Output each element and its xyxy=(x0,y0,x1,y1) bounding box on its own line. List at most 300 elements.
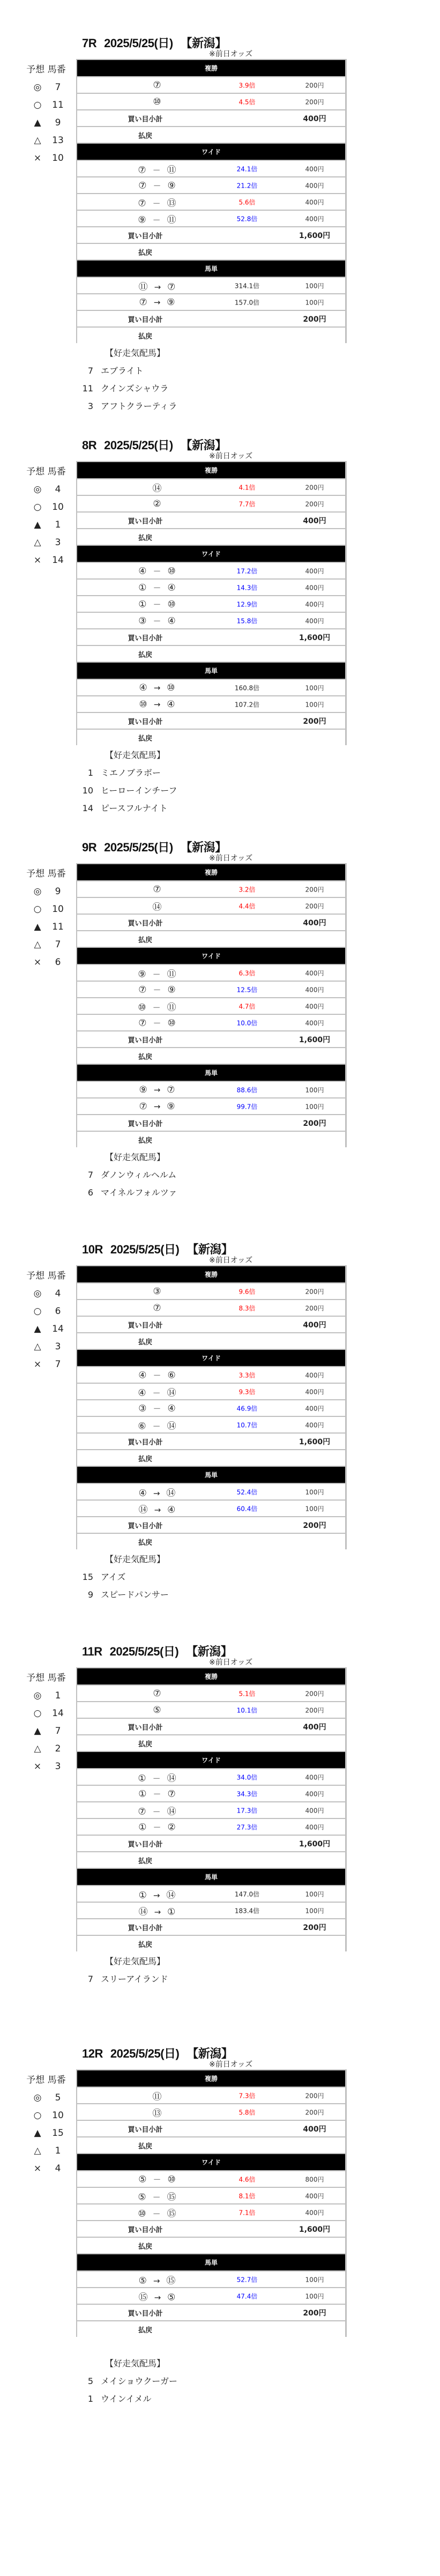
bet-type-header xyxy=(77,546,345,562)
circled-horse-number: ⑦ xyxy=(138,984,147,995)
promising-horse-number: 14 xyxy=(82,803,93,813)
subtotal-amount: 400円 xyxy=(303,1320,326,1330)
subtotal-label: 買い目小計 xyxy=(128,316,163,324)
promising-horses-header: 【好走気配馬】 xyxy=(105,348,166,358)
bet-amount: 400円 xyxy=(305,1003,324,1010)
promising-horse-number: 5 xyxy=(87,2376,93,2386)
circled-horse-number: ⑩ xyxy=(167,2174,176,2185)
prediction-header: 予想 馬番 xyxy=(26,2075,66,2085)
bet-table xyxy=(76,1265,347,1549)
bet-type-header xyxy=(77,1467,345,1483)
bet-combination xyxy=(138,598,176,610)
race-date: 2025/5/25(日) xyxy=(110,1243,180,1256)
bet-odds: 7.7倍 xyxy=(238,500,256,508)
race-body xyxy=(0,461,440,745)
subtotal-row xyxy=(77,110,345,126)
bet-combination xyxy=(153,80,161,91)
payout-row xyxy=(77,730,345,745)
bet-odds: 4.6倍 xyxy=(238,2176,256,2183)
prediction-mark: ○ xyxy=(33,1306,42,1317)
combination-separator: － xyxy=(153,181,161,190)
subtotal-label: 買い目小計 xyxy=(128,2226,163,2234)
circled-horse-number: ⑦ xyxy=(153,1302,161,1313)
bet-amount: 400円 xyxy=(305,2209,324,2216)
race-venue: 【新潟】 xyxy=(187,2047,233,2060)
bet-row xyxy=(77,294,345,310)
bet-type-label: 複勝 xyxy=(204,2075,218,2083)
prediction-row xyxy=(21,2107,71,2125)
promising-horses xyxy=(80,1148,440,1219)
bet-combination xyxy=(138,1803,176,1817)
bet-combination xyxy=(138,582,176,593)
subtotal-row xyxy=(77,311,345,326)
subtotal-label: 買い目小計 xyxy=(128,517,163,525)
prediction-row xyxy=(21,2089,71,2107)
combination-separator: － xyxy=(153,1404,161,1413)
promising-horse-name: スリーアイランド xyxy=(101,1974,168,1984)
race-number: 7R xyxy=(82,36,97,50)
circled-horse-number: ⑪ xyxy=(167,1002,176,1013)
prediction-list xyxy=(21,1667,71,1776)
circled-horse-number: ③ xyxy=(138,615,147,626)
bet-amount: 400円 xyxy=(305,215,324,222)
prediction-horse-number: 7 xyxy=(55,1359,61,1370)
subtotal-row xyxy=(77,1434,345,1449)
circled-horse-number: ⑦ xyxy=(139,296,147,308)
subtotal-row xyxy=(77,1115,345,1131)
bet-type-header xyxy=(77,261,345,277)
circled-horse-number: ④ xyxy=(167,1504,176,1515)
subtotal-row xyxy=(77,513,345,528)
bet-row xyxy=(77,1903,345,1918)
bet-table xyxy=(76,2069,347,2337)
payout-label: 払戻 xyxy=(138,2243,153,2251)
circled-horse-number: ⑤ xyxy=(138,2275,147,2286)
circled-horse-number: ⑨ xyxy=(139,1084,147,1095)
bet-type-header xyxy=(77,948,345,964)
bet-odds: 8.3倍 xyxy=(238,1304,256,1312)
bet-amount: 100円 xyxy=(305,1907,324,1914)
promising-horse xyxy=(80,1586,440,1603)
payout-row xyxy=(77,1936,345,1951)
bet-type-header xyxy=(77,144,345,160)
bet-combination xyxy=(138,999,176,1013)
bet-odds: 15.8倍 xyxy=(236,617,258,625)
subtotal-label: 買い目小計 xyxy=(128,232,163,240)
bet-type-header xyxy=(77,663,345,679)
prediction-horse-number: 1 xyxy=(55,519,61,530)
circled-horse-number: ⑩ xyxy=(138,2208,146,2219)
race-venue: 【新潟】 xyxy=(186,1645,233,1658)
prediction-horse-number: 7 xyxy=(55,1726,61,1736)
prediction-horse-number: 4 xyxy=(55,2163,61,2174)
prediction-row xyxy=(21,1285,71,1303)
payout-label: 払戻 xyxy=(138,734,153,743)
prediction-mark: ◎ xyxy=(33,1690,42,1701)
subtotal-row xyxy=(77,1317,345,1332)
bet-row xyxy=(77,496,345,511)
circled-horse-number: ① xyxy=(138,1788,147,1799)
bet-odds: 7.3倍 xyxy=(238,2092,256,2099)
bet-row xyxy=(77,1015,345,1030)
subtotal-amount: 1,600円 xyxy=(299,1839,331,1849)
circled-horse-number: ⑭ xyxy=(167,1773,176,1784)
bet-odds: 14.3倍 xyxy=(236,584,258,591)
race-date: 2025/5/25(日) xyxy=(104,841,173,854)
circled-horse-number: ⑦ xyxy=(167,1788,176,1799)
combination-separator: － xyxy=(152,2209,161,2218)
promising-horses-header: 【好走気配馬】 xyxy=(105,1152,166,1162)
bet-amount: 100円 xyxy=(305,1505,324,1512)
bet-odds: 10.0倍 xyxy=(236,1019,258,1027)
combination-separator: → xyxy=(154,1505,161,1515)
circled-horse-number: ⑦ xyxy=(138,1018,147,1028)
bet-amount: 400円 xyxy=(305,182,324,189)
bet-combination xyxy=(138,1402,176,1414)
bet-odds: 12.9倍 xyxy=(236,600,258,608)
bet-combination xyxy=(138,1017,176,1028)
promising-horse-name: ウインイメル xyxy=(101,2394,152,2404)
circled-horse-number: ⑦ xyxy=(167,1084,175,1095)
race-date: 2025/5/25(日) xyxy=(104,439,173,452)
prediction-row xyxy=(21,918,71,936)
odds-note: ※前日オッズ xyxy=(209,854,253,863)
circled-horse-number: ② xyxy=(167,1822,176,1832)
prediction-horse-number: 10 xyxy=(52,2110,64,2121)
combination-separator: － xyxy=(152,215,161,225)
circled-horse-number: ⑤ xyxy=(167,2292,176,2303)
subtotal-label: 買い目小計 xyxy=(128,634,163,642)
bet-row xyxy=(77,563,345,578)
circled-horse-number: ⑦ xyxy=(139,1101,147,1112)
prediction-mark: × xyxy=(33,555,42,566)
bet-combination xyxy=(138,180,176,191)
bet-amount: 100円 xyxy=(305,299,324,306)
promising-horse xyxy=(80,1166,440,1184)
race-date: 2025/5/25(日) xyxy=(109,1645,179,1658)
prediction-mark: △ xyxy=(34,1743,41,1754)
prediction-mark: ▲ xyxy=(34,1324,41,1334)
prediction-row xyxy=(21,1723,71,1740)
bet-combination xyxy=(153,2105,162,2119)
prediction-mark: × xyxy=(33,957,42,968)
subtotal-label: 買い目小計 xyxy=(128,1322,163,1330)
subtotal-amount: 1,600円 xyxy=(299,231,331,240)
promising-horse xyxy=(80,362,440,380)
bet-odds: 46.9倍 xyxy=(236,1405,258,1412)
bet-odds: 3.2倍 xyxy=(238,886,256,893)
prediction-list xyxy=(21,1265,71,1374)
payout-row xyxy=(77,1132,345,1147)
promising-horses-header: 【好走気配馬】 xyxy=(105,1554,166,1564)
prediction-horse-number: 10 xyxy=(52,904,64,915)
bet-combination xyxy=(153,1303,161,1313)
promising-horse xyxy=(80,1970,440,1988)
bet-amount: 200円 xyxy=(305,1288,324,1295)
subtotal-label: 買い目小計 xyxy=(128,1438,163,1446)
bet-odds: 24.1倍 xyxy=(236,165,258,173)
bet-type-label: 複勝 xyxy=(204,1271,218,1279)
subtotal-label: 買い目小計 xyxy=(128,1724,163,1732)
bet-odds: 314.1倍 xyxy=(234,282,260,289)
combination-separator: － xyxy=(153,2174,161,2184)
prediction-header: 予想 馬番 xyxy=(26,1673,66,1683)
bet-amount: 400円 xyxy=(305,969,324,977)
circled-horse-number: ① xyxy=(138,1890,147,1901)
promising-horse-name: マイネルフォルツァ xyxy=(101,1187,177,1198)
promising-horses-header: 【好走気配馬】 xyxy=(105,750,166,760)
bet-odds: 5.6倍 xyxy=(238,198,256,206)
promising-horses-header: 【好走気配馬】 xyxy=(105,1956,166,1966)
bet-amount: 400円 xyxy=(305,1807,324,1814)
bet-odds: 52.4倍 xyxy=(236,1488,258,1496)
bet-type-label: 馬単 xyxy=(204,1873,218,1881)
subtotal-row xyxy=(77,713,345,729)
prediction-horse-number: 2 xyxy=(55,1743,61,1754)
prediction-horse-number: 9 xyxy=(55,886,61,897)
bet-row xyxy=(77,580,345,595)
subtotal-label: 買い目小計 xyxy=(128,1924,163,1932)
payout-row xyxy=(77,1852,345,1868)
bet-odds: 17.2倍 xyxy=(236,567,258,575)
prediction-horse-number: 6 xyxy=(55,1306,61,1317)
bet-row xyxy=(77,680,345,695)
bet-odds: 7.1倍 xyxy=(238,2209,256,2216)
prediction-mark: ▲ xyxy=(34,2128,41,2139)
payout-label: 払戻 xyxy=(138,651,153,659)
race-body xyxy=(0,863,440,1147)
bet-amount: 400円 xyxy=(305,1019,324,1027)
prediction-header: 予想 馬番 xyxy=(26,1271,66,1281)
combination-separator: － xyxy=(153,583,161,592)
bet-type-header xyxy=(77,60,345,76)
bet-combination xyxy=(138,1418,176,1431)
subtotal-amount: 1,600円 xyxy=(299,2225,331,2234)
circled-horse-number: ⑭ xyxy=(166,1488,176,1498)
prediction-row xyxy=(21,901,71,918)
bet-type-header xyxy=(77,1869,345,1885)
odds-note: ※前日オッズ xyxy=(209,50,253,58)
bet-row xyxy=(77,2088,345,2103)
circled-horse-number: ⑩ xyxy=(138,1002,146,1013)
subtotal-label: 買い目小計 xyxy=(128,718,163,726)
subtotal-row xyxy=(77,2221,345,2237)
prediction-row xyxy=(21,2160,71,2178)
odds-note: ※前日オッズ xyxy=(209,2060,253,2069)
race-number: 11R xyxy=(82,1645,102,1658)
subtotal-amount: 400円 xyxy=(303,114,326,123)
subtotal-amount: 400円 xyxy=(303,2125,326,2134)
bet-combination xyxy=(153,2089,162,2102)
bet-combination xyxy=(139,2289,176,2303)
bet-amount: 100円 xyxy=(305,282,324,289)
bet-amount: 200円 xyxy=(305,2109,324,2116)
circled-horse-number: ⑦ xyxy=(167,281,176,292)
promising-horses-header: 【好走気配馬】 xyxy=(105,2358,166,2369)
bet-odds: 60.4倍 xyxy=(236,1505,258,1512)
prediction-horse-number: 6 xyxy=(55,957,61,968)
bet-row xyxy=(77,1384,345,1399)
promising-horse xyxy=(80,799,440,817)
prediction-horse-number: 7 xyxy=(55,82,61,93)
bet-type-label: ワイド xyxy=(202,1354,221,1362)
prediction-horse-number: 14 xyxy=(52,1708,64,1719)
prediction-mark: ▲ xyxy=(34,519,41,530)
payout-row xyxy=(77,2238,345,2253)
circled-horse-number: ⑩ xyxy=(167,566,176,576)
subtotal-row xyxy=(77,1719,345,1734)
bet-type-label: 馬単 xyxy=(204,2259,218,2267)
bet-combination xyxy=(138,2189,176,2202)
bet-odds: 3.3倍 xyxy=(238,1371,256,1379)
bet-combination xyxy=(138,195,176,209)
bet-combination xyxy=(153,1688,161,1699)
subtotal-row xyxy=(77,1919,345,1935)
bet-combination xyxy=(139,1085,175,1095)
bet-type-label: ワイド xyxy=(202,2158,221,2166)
race-venue: 【新潟】 xyxy=(180,36,227,50)
bet-amount: 200円 xyxy=(305,484,324,491)
circled-horse-number: ⑨ xyxy=(167,180,176,191)
bet-type-label: 馬単 xyxy=(204,667,218,675)
bet-combination xyxy=(139,279,176,292)
circled-horse-number: ⑮ xyxy=(167,2192,176,2202)
bet-type-label: 複勝 xyxy=(204,466,218,474)
circled-horse-number: ④ xyxy=(167,1403,176,1414)
bet-row xyxy=(77,1098,345,1114)
prediction-mark: ○ xyxy=(33,904,42,915)
promising-horse-number: 1 xyxy=(87,2394,93,2404)
prediction-mark: ◎ xyxy=(33,82,42,93)
promising-horse-number: 6 xyxy=(87,1187,93,1198)
bet-row xyxy=(77,898,345,914)
bet-combination xyxy=(153,884,161,895)
bet-amount: 400円 xyxy=(305,1823,324,1831)
bet-amount: 400円 xyxy=(305,198,324,206)
circled-horse-number: ⑨ xyxy=(167,296,175,308)
bet-combination xyxy=(153,1705,161,1716)
combination-separator: － xyxy=(152,969,161,979)
bet-row xyxy=(77,2204,345,2220)
bet-amount: 400円 xyxy=(305,617,324,625)
subtotal-amount: 1,600円 xyxy=(299,1437,331,1446)
bet-combination xyxy=(153,96,161,107)
circled-horse-number: ⑦ xyxy=(153,884,161,895)
race-title xyxy=(82,2045,440,2060)
circled-horse-number: ① xyxy=(138,582,147,593)
bet-combination xyxy=(138,2206,176,2219)
prediction-horse-number: 15 xyxy=(52,2128,64,2139)
bet-amount: 100円 xyxy=(305,701,324,708)
combination-separator: → xyxy=(153,1488,160,1498)
combination-separator: － xyxy=(153,566,161,576)
bet-combination xyxy=(138,984,176,995)
circled-horse-number: ⑨ xyxy=(167,1101,175,1112)
prediction-row xyxy=(21,96,71,114)
circled-horse-number: ⑩ xyxy=(153,96,161,107)
payout-row xyxy=(77,2137,345,2153)
payout-label: 払戻 xyxy=(138,2142,153,2150)
race-number: 10R xyxy=(82,1243,103,1256)
combination-separator: － xyxy=(152,1421,161,1431)
bet-combination xyxy=(139,2273,176,2286)
bet-row xyxy=(77,1300,345,1316)
prediction-horse-number: 5 xyxy=(55,2092,61,2103)
race-block xyxy=(0,1643,440,2023)
subtotal-label: 買い目小計 xyxy=(128,1036,163,1044)
bet-odds: 8.1倍 xyxy=(238,2192,256,2200)
circled-horse-number: ⑭ xyxy=(152,483,162,494)
prediction-row xyxy=(21,1338,71,1356)
prediction-horse-number: 10 xyxy=(52,153,64,164)
combination-separator: － xyxy=(153,1789,161,1799)
bet-row xyxy=(77,696,345,712)
bet-table xyxy=(76,863,347,1147)
prediction-horse-number: 13 xyxy=(52,135,64,146)
subtotal-amount: 200円 xyxy=(303,717,326,726)
subtotal-row xyxy=(77,2121,345,2136)
bet-odds: 34.3倍 xyxy=(236,1790,258,1798)
circled-horse-number: ⑨ xyxy=(138,969,146,979)
prediction-horse-number: 3 xyxy=(55,1341,61,1352)
prediction-row xyxy=(21,1356,71,1374)
bet-combination xyxy=(138,1821,176,1832)
promising-horse-name: スピードパンサー xyxy=(101,1590,169,1600)
circled-horse-number: ⑭ xyxy=(166,1890,176,1901)
prediction-horse-number: 11 xyxy=(52,922,64,932)
payout-label: 払戻 xyxy=(138,1338,153,1346)
promising-horse xyxy=(80,397,440,415)
circled-horse-number: ④ xyxy=(139,682,147,693)
subtotal-label: 買い目小計 xyxy=(128,1522,163,1530)
race-body xyxy=(0,59,440,343)
race-number: 9R xyxy=(82,841,97,854)
bet-amount: 200円 xyxy=(305,902,324,910)
subtotal-label: 買い目小計 xyxy=(128,2126,163,2134)
circled-horse-number: ⑪ xyxy=(167,165,176,175)
circled-horse-number: ⑨ xyxy=(167,984,176,995)
bet-row xyxy=(77,1886,345,1902)
combination-separator: － xyxy=(152,1388,161,1398)
promising-horse-number: 10 xyxy=(82,785,93,796)
prediction-row xyxy=(21,1320,71,1338)
circled-horse-number: ⑩ xyxy=(167,1018,176,1028)
combination-separator: － xyxy=(153,616,161,626)
circled-horse-number: ⑭ xyxy=(167,1806,176,1817)
circled-horse-number: ⑭ xyxy=(152,902,162,912)
payout-label: 払戻 xyxy=(138,1137,153,1145)
combination-separator: → xyxy=(153,1890,160,1900)
prediction-mark: ▲ xyxy=(34,922,41,932)
bet-odds: 157.0倍 xyxy=(234,299,260,306)
race-number: 8R xyxy=(82,439,97,452)
race-body xyxy=(0,1265,440,1549)
prediction-mark: × xyxy=(33,153,42,164)
bet-amount: 800円 xyxy=(305,2176,324,2183)
race-title xyxy=(82,34,440,49)
promising-horse-number: 7 xyxy=(87,1170,93,1180)
promising-horse xyxy=(80,1184,440,1201)
prediction-row xyxy=(21,2142,71,2160)
prediction-horse-number: 1 xyxy=(55,1690,61,1701)
bet-amount: 100円 xyxy=(305,1086,324,1094)
promising-horse xyxy=(80,1568,440,1586)
race-venue: 【新潟】 xyxy=(187,1243,233,1256)
odds-note: ※前日オッズ xyxy=(209,1256,253,1265)
bet-odds: 10.7倍 xyxy=(236,1421,258,1429)
promising-horse-number: 7 xyxy=(87,1974,93,1984)
bet-odds: 9.3倍 xyxy=(238,1388,256,1395)
